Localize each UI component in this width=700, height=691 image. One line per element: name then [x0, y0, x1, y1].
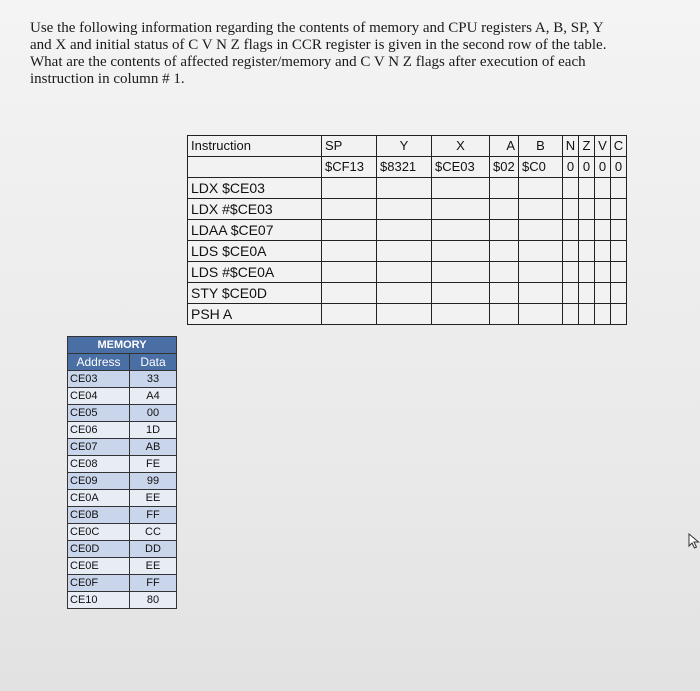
memory-data: 33 — [130, 371, 177, 388]
answer-cell — [563, 220, 579, 241]
initial-b: $C0 — [519, 157, 563, 178]
answer-cell — [490, 304, 519, 325]
memory-address: CE04 — [68, 388, 130, 405]
answer-cell — [432, 220, 490, 241]
answer-cell — [322, 199, 377, 220]
header-c: C — [611, 136, 627, 157]
memory-row — [68, 575, 177, 592]
memory-address: CE0A — [68, 490, 130, 507]
answer-cell — [595, 241, 611, 262]
instruction-cell: LDAA $CE07 — [188, 220, 322, 241]
initial-sp: $CF13 — [322, 157, 377, 178]
memory-title: MEMORY — [68, 337, 177, 354]
instruction-table — [187, 135, 627, 325]
answer-cell — [490, 178, 519, 199]
answer-cell — [579, 241, 595, 262]
answer-cell — [563, 283, 579, 304]
answer-cell — [377, 283, 432, 304]
answer-cell — [322, 304, 377, 325]
mouse-pointer-icon — [688, 533, 700, 549]
initial-n: 0 — [563, 157, 579, 178]
memory-data: 99 — [130, 473, 177, 490]
initial-y: $8321 — [377, 157, 432, 178]
header-b: B — [519, 136, 563, 157]
answer-cell — [595, 304, 611, 325]
answer-cell — [490, 241, 519, 262]
memory-row — [68, 558, 177, 575]
memory-row — [68, 422, 177, 439]
header-v: V — [595, 136, 611, 157]
answer-cell — [579, 283, 595, 304]
initial-a: $02 — [490, 157, 519, 178]
memory-address: CE05 — [68, 405, 130, 422]
answer-cell — [611, 241, 627, 262]
answer-cell — [563, 178, 579, 199]
answer-cell — [595, 220, 611, 241]
question-line: and X and initial status of C V N Z flags in CCR register is given in the second row of the table. — [30, 37, 607, 53]
memory-data: A4 — [130, 388, 177, 405]
answer-cell — [611, 178, 627, 199]
memory-address: CE0E — [68, 558, 130, 575]
answer-cell — [519, 178, 563, 199]
answer-cell — [377, 262, 432, 283]
instruction-row — [188, 304, 627, 325]
memory-data: 1D — [130, 422, 177, 439]
memory-address: CE0D — [68, 541, 130, 558]
answer-cell — [322, 220, 377, 241]
initial-values-row — [188, 157, 627, 178]
instruction-row — [188, 199, 627, 220]
answer-cell — [611, 220, 627, 241]
memory-header-row — [68, 354, 177, 371]
instruction-cell: LDS $CE0A — [188, 241, 322, 262]
question-line: What are the contents of affected register/memory and C V N Z flags after execution of each — [30, 54, 586, 70]
answer-cell — [611, 304, 627, 325]
answer-cell — [432, 199, 490, 220]
address-header: Address — [68, 354, 130, 371]
memory-table — [67, 336, 177, 609]
header-instruction: Instruction — [188, 136, 322, 157]
memory-address: CE07 — [68, 439, 130, 456]
memory-address: CE03 — [68, 371, 130, 388]
answer-cell — [377, 304, 432, 325]
answer-cell — [595, 178, 611, 199]
answer-cell — [377, 220, 432, 241]
memory-row — [68, 507, 177, 524]
answer-cell — [432, 283, 490, 304]
instruction-row — [188, 262, 627, 283]
header-a: A — [490, 136, 519, 157]
answer-cell — [563, 241, 579, 262]
memory-address: CE0F — [68, 575, 130, 592]
question-line: instruction in column # 1. — [30, 71, 185, 87]
memory-address: CE10 — [68, 592, 130, 609]
memory-data: 00 — [130, 405, 177, 422]
answer-cell — [519, 262, 563, 283]
answer-cell — [611, 199, 627, 220]
memory-data: AB — [130, 439, 177, 456]
memory-data: FF — [130, 507, 177, 524]
answer-cell — [611, 262, 627, 283]
answer-cell — [579, 220, 595, 241]
answer-cell — [322, 178, 377, 199]
header-sp: SP — [322, 136, 377, 157]
memory-title-row — [68, 337, 177, 354]
instruction-cell: LDS #$CE0A — [188, 262, 322, 283]
answer-cell — [490, 199, 519, 220]
memory-data: CC — [130, 524, 177, 541]
answer-cell — [519, 283, 563, 304]
answer-cell — [579, 199, 595, 220]
header-x: X — [432, 136, 490, 157]
question-line: Use the following information regarding the contents of memory and CPU registers A, B, SP, Y — [30, 20, 604, 36]
initial-instruction-cell — [188, 157, 322, 178]
memory-data: 80 — [130, 592, 177, 609]
memory-address: CE06 — [68, 422, 130, 439]
instruction-cell: LDX $CE03 — [188, 178, 322, 199]
initial-z: 0 — [579, 157, 595, 178]
header-row — [188, 136, 627, 157]
initial-x: $CE03 — [432, 157, 490, 178]
answer-cell — [432, 304, 490, 325]
memory-data: EE — [130, 558, 177, 575]
instruction-cell: PSH A — [188, 304, 322, 325]
answer-cell — [563, 262, 579, 283]
initial-v: 0 — [595, 157, 611, 178]
answer-cell — [432, 262, 490, 283]
instruction-cell: STY $CE0D — [188, 283, 322, 304]
header-y: Y — [377, 136, 432, 157]
answer-cell — [490, 220, 519, 241]
answer-cell — [579, 178, 595, 199]
memory-address: CE0B — [68, 507, 130, 524]
answer-cell — [377, 199, 432, 220]
answer-cell — [595, 283, 611, 304]
memory-data: FE — [130, 456, 177, 473]
answer-cell — [519, 304, 563, 325]
answer-cell — [322, 262, 377, 283]
answer-cell — [563, 199, 579, 220]
answer-cell — [490, 283, 519, 304]
header-z: Z — [579, 136, 595, 157]
header-n: N — [563, 136, 579, 157]
memory-row — [68, 388, 177, 405]
memory-row — [68, 592, 177, 609]
memory-row — [68, 371, 177, 388]
instruction-row — [188, 178, 627, 199]
answer-cell — [595, 262, 611, 283]
memory-row — [68, 456, 177, 473]
instruction-row — [188, 220, 627, 241]
answer-cell — [579, 262, 595, 283]
instruction-row — [188, 283, 627, 304]
memory-data: FF — [130, 575, 177, 592]
initial-c: 0 — [611, 157, 627, 178]
answer-cell — [377, 178, 432, 199]
memory-data: EE — [130, 490, 177, 507]
answer-cell — [432, 241, 490, 262]
answer-cell — [579, 304, 595, 325]
data-header: Data — [130, 354, 177, 371]
question-text — [30, 20, 670, 88]
memory-row — [68, 524, 177, 541]
memory-row — [68, 541, 177, 558]
memory-address: CE08 — [68, 456, 130, 473]
memory-address: CE0C — [68, 524, 130, 541]
instruction-cell: LDX #$CE03 — [188, 199, 322, 220]
answer-cell — [563, 304, 579, 325]
answer-cell — [611, 283, 627, 304]
answer-cell — [432, 178, 490, 199]
answer-cell — [490, 262, 519, 283]
answer-cell — [322, 241, 377, 262]
memory-row — [68, 439, 177, 456]
answer-cell — [322, 283, 377, 304]
instruction-row — [188, 241, 627, 262]
answer-cell — [519, 241, 563, 262]
memory-row — [68, 405, 177, 422]
memory-address: CE09 — [68, 473, 130, 490]
answer-cell — [519, 199, 563, 220]
memory-row — [68, 473, 177, 490]
memory-data: DD — [130, 541, 177, 558]
memory-row — [68, 490, 177, 507]
answer-cell — [377, 241, 432, 262]
answer-cell — [519, 220, 563, 241]
answer-cell — [595, 199, 611, 220]
